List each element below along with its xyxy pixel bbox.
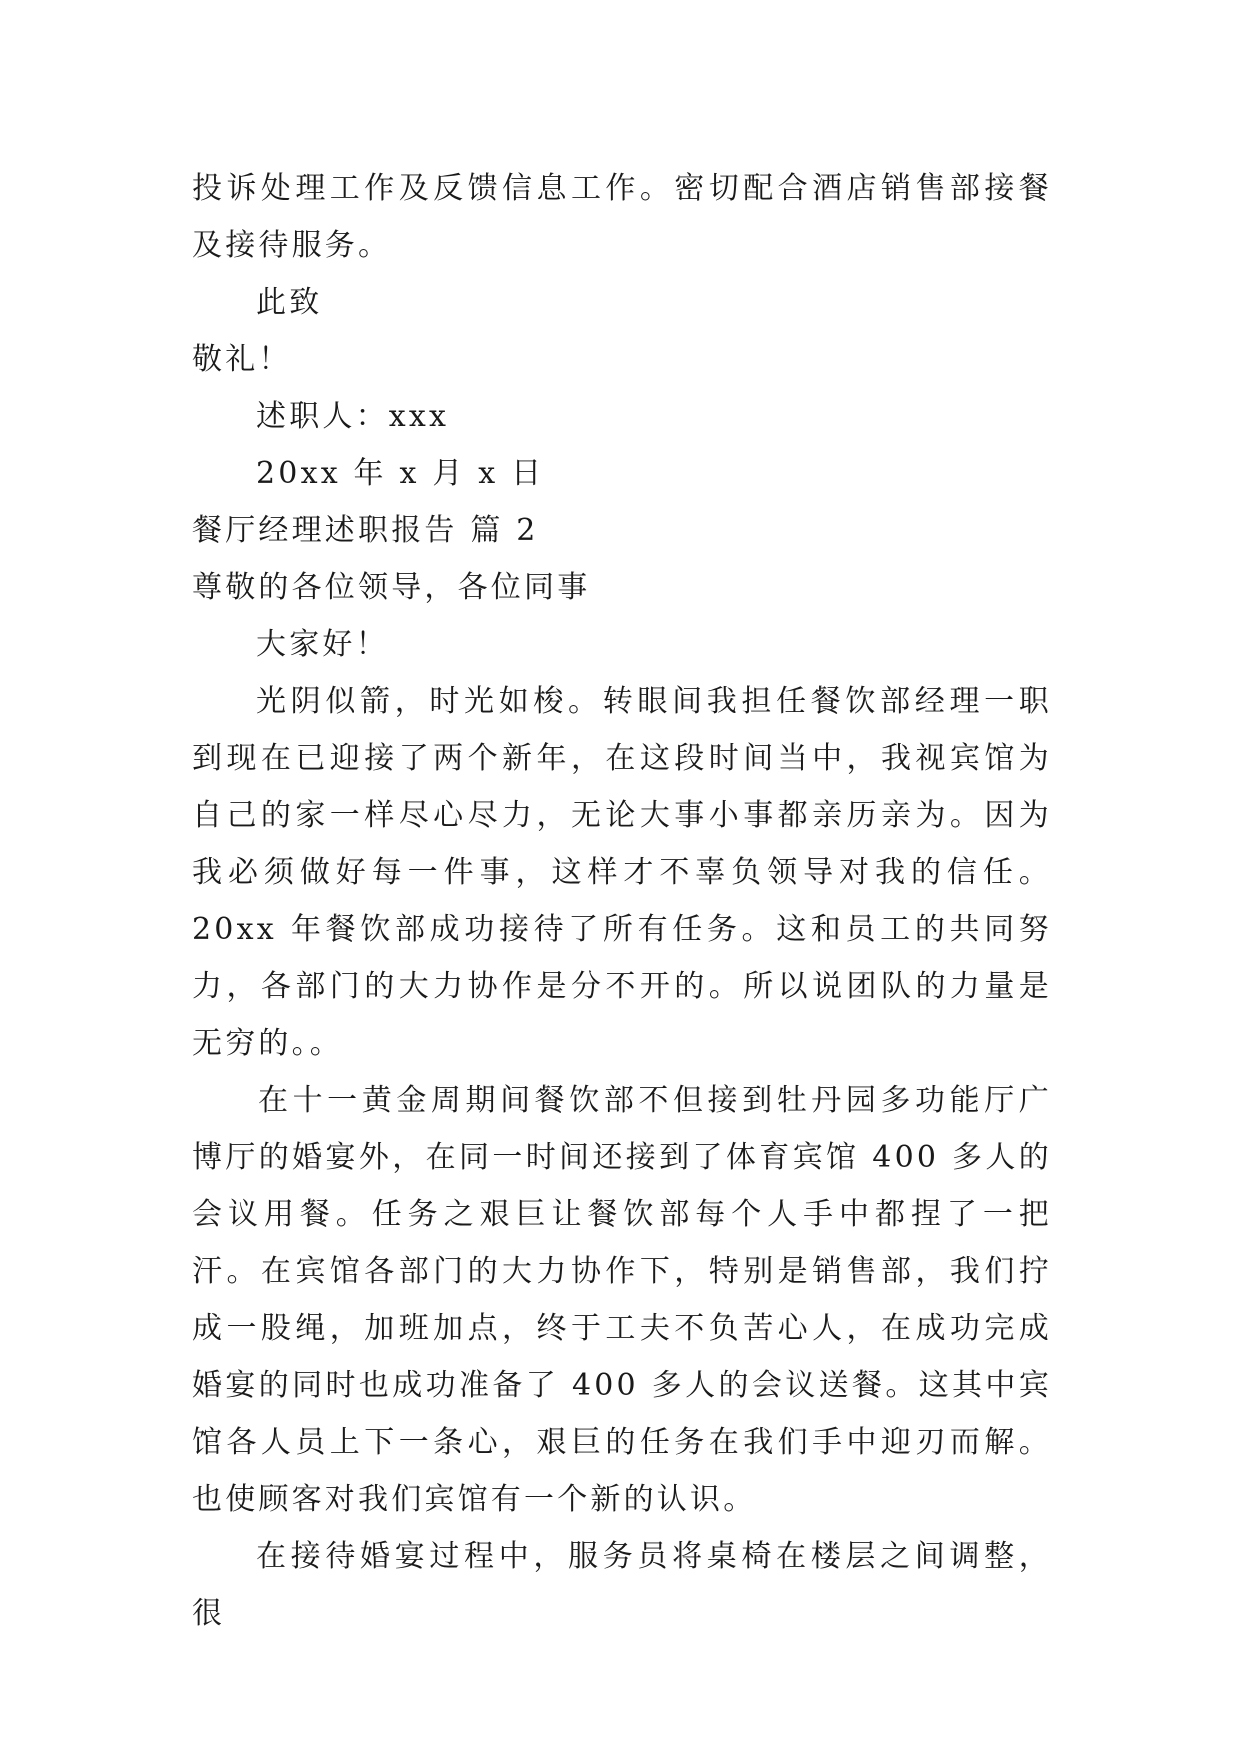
greeting-line: 尊敬的各位领导，各位同事: [192, 570, 591, 605]
report-date: 20xx 年 x 月 x 日: [256, 456, 545, 491]
paragraph-time-flies: 光阴似箭，时光如梭。转眼间我担任餐饮部经理一职到现在已迎接了两个新年，在这段时间当中，我视宾馆为自己的家一样尽心尽力，无论大事小事都亲历亲为。因为我必须做好每一件事，这样才不辜负领导对我的信任。20xx 年餐饮部成功接待了所有任务。这和员工的共同努力，各部门的大力协作是分不开的。所以说团队的力量是无穷的。。: [192, 684, 1052, 1061]
closing-salutation: 此致: [256, 285, 323, 320]
paragraph-golden-week: 在十一黄金周期间餐饮部不但接到牡丹园多功能厅广博厅的婚宴外，在同一时间还接到了体育宾馆 400 多人的会议用餐。任务之艰巨让餐饮部每个人手中都捏了一把汗。在宾馆各部门的大力协作下，特别是销售部，我们拧成一股绳，加班加点，终于工夫不负苦心人，在成功完成婚宴的同时也成功准备了 400 多人的会议送餐。这其中宾馆各人员上下一条心，艰巨的任务在我们手中迎刃而解。也使顾客对我们宾馆有一个新的认识。: [192, 1083, 1052, 1517]
closing-respect: 敬礼！: [192, 342, 292, 377]
reporter-signature: 述职人：xxx: [256, 399, 450, 434]
greeting-hello: 大家好！: [256, 627, 389, 662]
paragraph-complaint-handling: 投诉处理工作及反馈信息工作。密切配合酒店销售部接餐及接待服务。: [192, 171, 1052, 263]
section-title: 餐厅经理述职报告 篇 2: [192, 513, 539, 548]
paragraph-wedding-reception: 在接待婚宴过程中，服务员将桌椅在楼层之间调整，很: [192, 1539, 1052, 1631]
document-body: [192, 160, 1052, 1642]
